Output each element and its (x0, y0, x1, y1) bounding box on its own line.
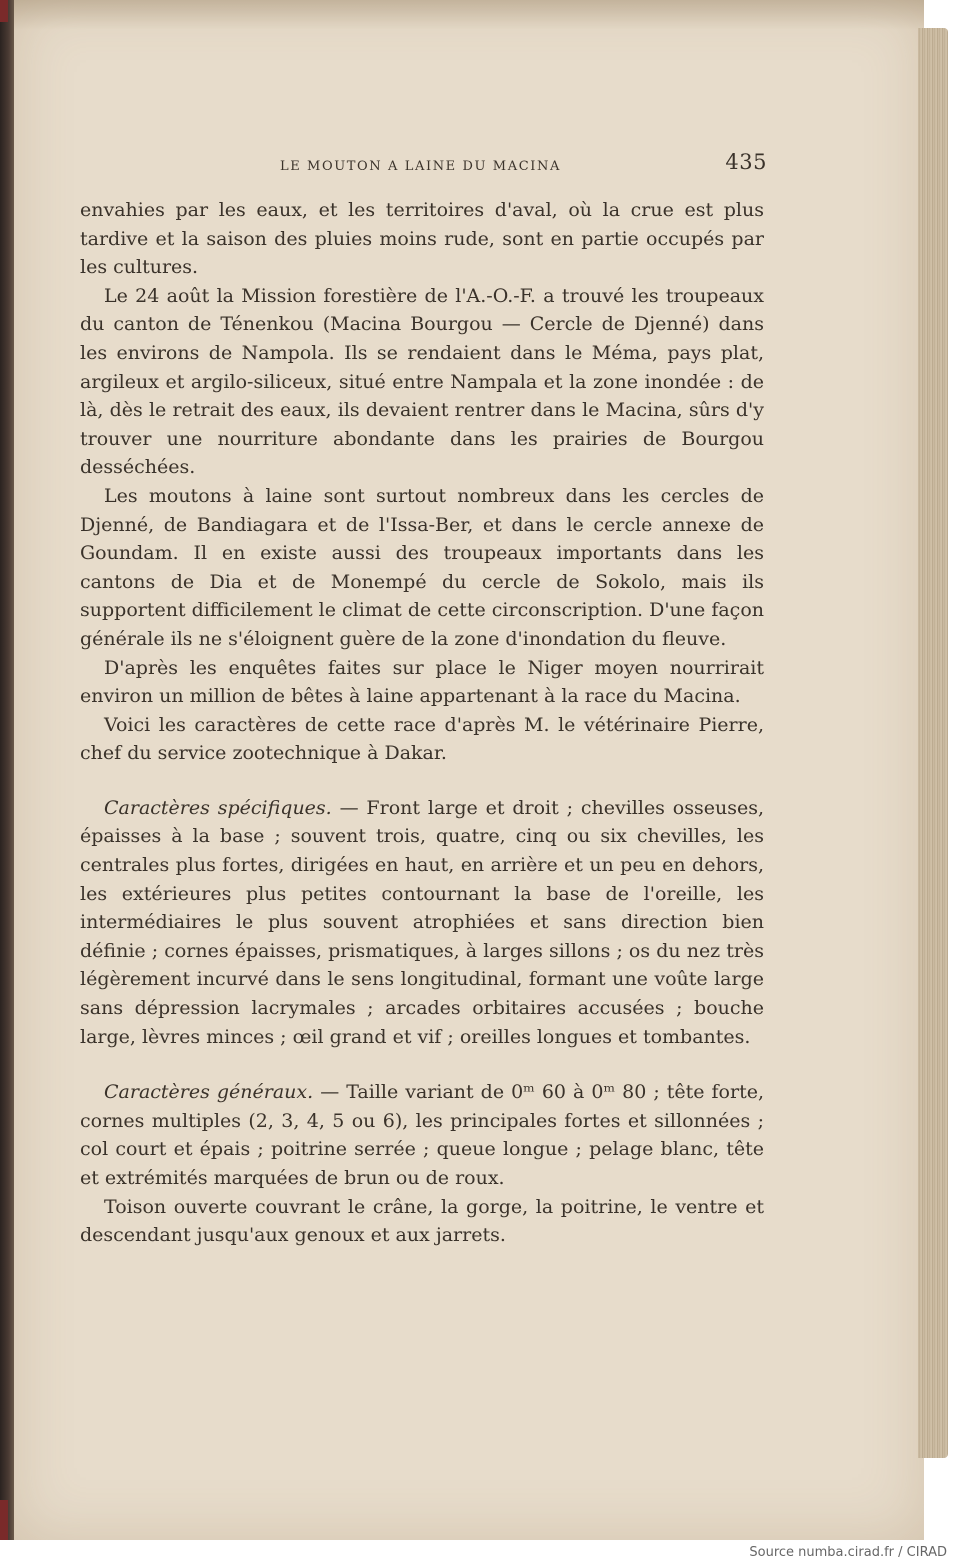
paper-shadow (14, 0, 924, 30)
spine-mark-bottom (0, 1500, 8, 1540)
paragraph-2: Le 24 août la Mission forestière de l'A.-O.-F. a trouvé les troupeaux du canton de Ténenkou (Macina Bourgou — Cercle de Djenné) dans les environs de Nampola. Ils se rendaient dans le Méma, pays plat, argileux et argilo-siliceux, situé entre Nampala et la zone inondée : de là, dès le retrait des eaux, ils devaient rentrer dans le Macina, sûrs d'y trouver une nourriture abondante dans les prairies de Bourgou desséchées. (80, 284, 764, 479)
running-title: LE MOUTON A LAINE DU MACINA (280, 159, 561, 174)
general-traits-heading: Caractères généraux. (104, 1081, 314, 1104)
paragraph-specific-traits (80, 794, 764, 1051)
specific-traits-text: — Front large et droit ; chevilles osseuses, épaisses à la base ; souvent trois, quatre, cinq ou six chevilles, les centrales plus fortes, dirigées en haut, en arrière et un peu en dehors, les extérieures plus petites contournant la base de l'oreille, les intermédiaires le plus souvent atrophiées et sans direction bien définie ; cornes épaisses, prismatiques, à larges sillons ; os du nez très légèrement incurvé dans le sens longitudinal, formant une voûte large sans dépression lacrymales ; arcades orbitaires accusées ; bouche large, lèvres minces ; œil grand et vif ; oreilles longues et tombantes. (80, 796, 764, 1048)
spine-mark-top (0, 0, 8, 22)
page-header (80, 150, 770, 180)
paragraph-4: D'après les enquêtes faites sur place le Niger moyen nourrirait environ un million de bêtes à laine appartenant à la race du Macina. (80, 656, 764, 708)
paragraph-3: Les moutons à laine sont surtout nombreux dans les cercles de Djenné, de Bandiagara et de l'Issa-Ber, et dans le cercle annexe de Goundam. Il en existe aussi des troupeaux importants dans les cantons de Dia et de Monempé du cercle de Sokolo, mais ils supportent difficilement le climat de cette circonscription. D'une façon générale ils ne s'éloignent guère de la zone d'inondation du fleuve. (80, 484, 764, 650)
specific-traits-heading: Caractères spécifiques. (104, 796, 332, 819)
general-traits-text: — Taille variant de 0ᵐ 60 à 0ᵐ 80 ; tête forte, cornes multiples (2, 3, 4, 5 ou 6), les principales fortes et sillonnées ; col court et épais ; poitrine serrée ; queue longue ; pelage blanc, tête et extrémités marquées de brun ou de roux. (80, 1081, 764, 1189)
body-text (80, 196, 764, 1250)
book-spine-edge (0, 0, 14, 1540)
page-number: 435 (725, 150, 767, 174)
paragraph-1: envahies par les eaux, et les territoires d'aval, où la crue est plus tardive et la saison des pluies moins rude, sont en partie occupés par les cultures. (80, 199, 764, 279)
paragraph-5: Voici les caractères de cette race d'après M. le vétérinaire Pierre, chef du service zootechnique à Dakar. (80, 713, 764, 765)
source-credit: Source numba.cirad.fr / CIRAD (749, 1545, 947, 1560)
page-edges (918, 28, 948, 1458)
paragraph-general-traits (80, 1078, 764, 1192)
paragraph-fleece: Toison ouverte couvrant le crâne, la gorge, la poitrine, le ventre et descendant jusqu'aux genoux et aux jarrets. (80, 1195, 764, 1247)
